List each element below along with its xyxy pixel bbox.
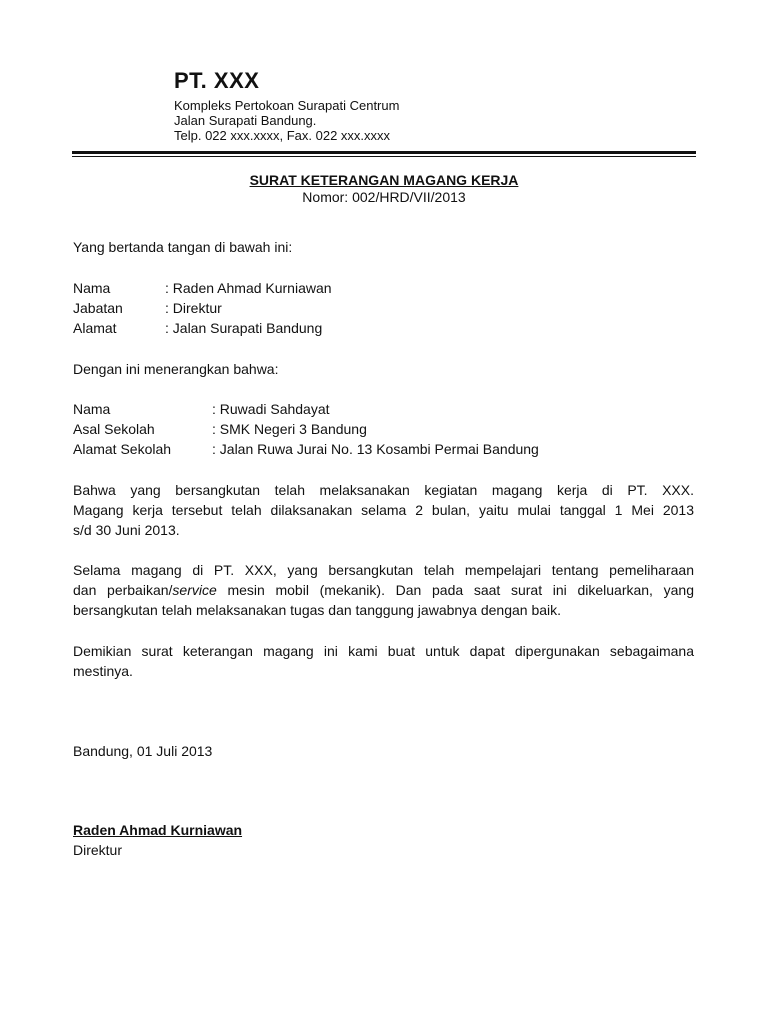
paragraph-line: bersangkutan telah melaksanakan tugas dan tanggung jawabnya dengan baik. — [73, 602, 562, 618]
company-contact-line: Telp. 022 xxx.xxxx, Fax. 022 xxx.xxxx — [174, 128, 391, 143]
paragraph-internship-period — [73, 480, 694, 540]
signer-row-name — [73, 278, 332, 298]
signer-address-value: : Jalan Surapati Bandung — [165, 320, 323, 336]
signer-row-address — [73, 318, 322, 338]
paragraph-line: Magang kerja tersebut telah dilaksanakan selama 2 bulan, yaitu mulai tanggal 1 Mei 2013 — [73, 502, 694, 518]
signer-name-value: : Raden Ahmad Kurniawan — [165, 280, 332, 296]
intern-row-school-address — [73, 439, 539, 459]
text-fragment: mesin mobil (mekanik). Dan pada saat surat ini dikeluarkan, yang — [216, 582, 694, 598]
company-address-line-1: Kompleks Pertokoan Surapati Centrum — [174, 98, 400, 113]
signer-position-value: : Direktur — [165, 300, 222, 316]
signer-row-position — [73, 298, 222, 318]
intern-school-address-label: Alamat Sekolah — [73, 441, 172, 457]
letter-title: SURAT KETERANGAN MAGANG KERJA — [249, 172, 519, 188]
company-address-line-2: Jalan Surapati Bandung. — [174, 113, 317, 128]
signer-name-label: Nama — [73, 280, 111, 296]
intern-row-school — [73, 419, 367, 439]
letter-number: Nomor: 002/HRD/VII/2013 — [302, 189, 466, 205]
intern-name-value: : Ruwadi Sahdayat — [212, 401, 330, 417]
company-name: PT. XXX — [174, 68, 260, 93]
text-fragment: dan perbaikan/ — [73, 582, 173, 598]
signer-address-label: Alamat — [73, 320, 117, 336]
paragraph-line: mestinya. — [73, 663, 133, 679]
intern-school-value: : SMK Negeri 3 Bandung — [212, 421, 367, 437]
intern-name-label: Nama — [73, 401, 111, 417]
intern-school-label: Asal Sekolah — [73, 421, 155, 437]
signature-position: Direktur — [73, 842, 123, 858]
paragraph-line: Demikian surat keterangan magang ini kami buat untuk dapat dipergunakan sebagaimana — [73, 643, 694, 659]
header-divider-thick — [72, 151, 696, 154]
paragraph-learning — [73, 560, 694, 620]
opening-sentence: Yang bertanda tangan di bawah ini: — [73, 239, 293, 255]
signer-position-label: Jabatan — [73, 300, 123, 316]
italic-term: service — [172, 582, 217, 598]
paragraph-line: Bahwa yang bersangkutan telah melaksanakan kegiatan magang kerja di PT. XXX. — [73, 482, 694, 498]
paragraph-line-with-italic — [73, 580, 694, 600]
signature-name: Raden Ahmad Kurniawan — [73, 822, 243, 838]
header-divider-thin — [72, 156, 696, 157]
intern-school-address-value: : Jalan Ruwa Jurai No. 13 Kosambi Permai Bandung — [212, 441, 539, 457]
statement-sentence: Dengan ini menerangkan bahwa: — [73, 361, 279, 377]
place-and-date: Bandung, 01 Juli 2013 — [73, 743, 213, 759]
paragraph-line: Selama magang di PT. XXX, yang bersangkutan telah mempelajari tentang pemeliharaan — [73, 562, 694, 578]
paragraph-closing — [73, 641, 694, 681]
paragraph-line: s/d 30 Juni 2013. — [73, 522, 180, 538]
intern-row-name — [73, 399, 330, 419]
